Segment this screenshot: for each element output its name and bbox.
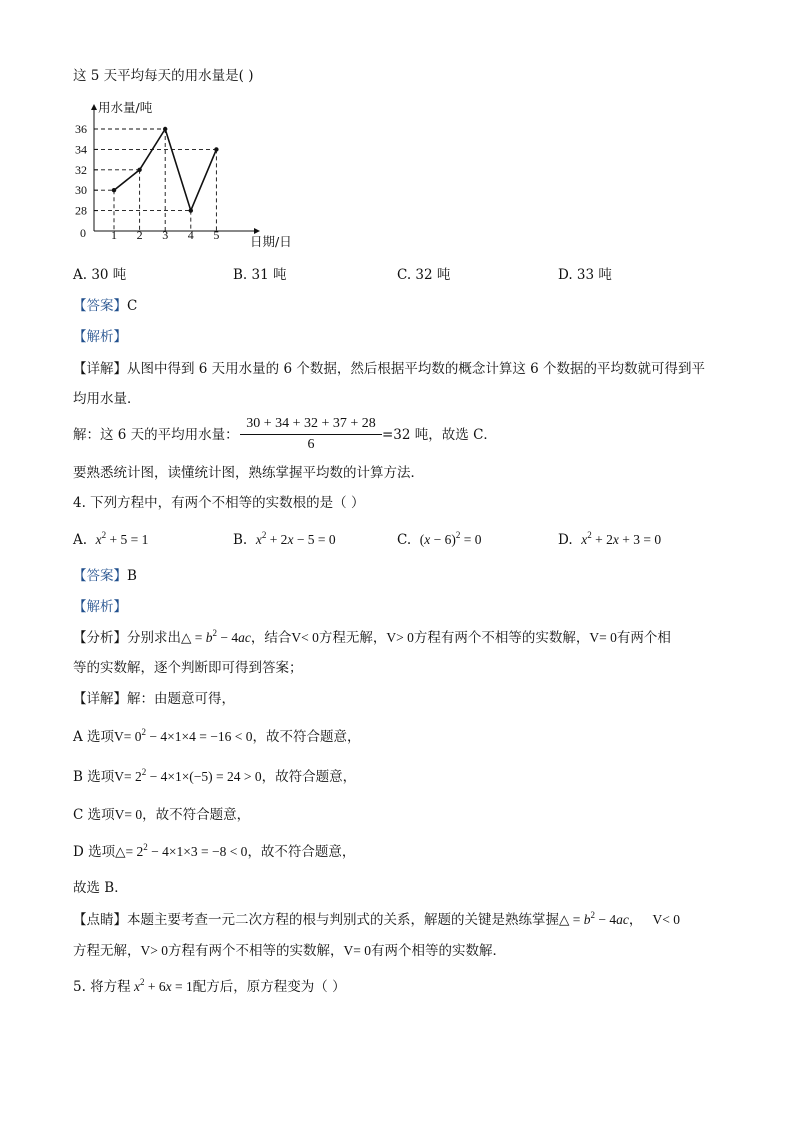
y-axis-label: 用水量/吨: [98, 100, 153, 115]
data-point: [137, 168, 141, 172]
q3-solution-prefix: 解：这 6 天的平均用水量：: [73, 427, 239, 443]
dianjing-tag: 【点睛】: [73, 912, 127, 928]
check-prefix: C 选项: [73, 807, 115, 823]
discriminant-formula: △ = $b^2 - 4ac$: [181, 628, 251, 645]
q4-check-a: [73, 728, 360, 746]
x-tick-label: 5: [213, 228, 220, 242]
q3-option-c: C. 32 吨: [397, 267, 451, 283]
y-tick-label: 30: [75, 183, 87, 198]
origin-label: 0: [80, 226, 86, 240]
check-suffix: ，故不符合题意，: [252, 729, 361, 745]
dianjing-text: 本题主要考查一元二次方程的根与判别式的关系，解题的关键是熟练掌握: [127, 912, 559, 928]
detail-text: 解：由题意可得，: [127, 691, 235, 707]
data-point: [189, 208, 193, 212]
q4-stem: 4. 下列方程中，有两个不相等的实数根的是（ ）: [73, 495, 365, 511]
dianjing-text: 方程有两个不相等的实数解，: [168, 943, 344, 959]
q5-equation: $x^2 + 6x = 1$: [130, 977, 193, 994]
q4-analysis-tag: 【解析】: [73, 599, 127, 615]
option-b-label: B.: [233, 532, 248, 548]
q4-conclusion: 故选 B．: [73, 880, 128, 896]
fenxi-text: 方程有两个不相等的实数解，: [413, 630, 590, 646]
cond-zero: V= 0: [343, 943, 371, 958]
option-a-label: A.: [73, 532, 88, 548]
check-suffix: ，故不符合题意，: [247, 844, 356, 860]
water-usage-line-chart: [70, 96, 310, 256]
q4-dianjing-line1: 【点睛】本题主要考查一元二次方程的根与判别式的关系，解题的关键是熟练掌握△ = $b^2 - 4ac$， V< 0: [73, 910, 680, 928]
y-tick-label: 28: [75, 203, 87, 218]
check-prefix: A 选项: [73, 729, 115, 745]
q3-detail-line1: [73, 360, 705, 378]
data-point: [214, 147, 218, 151]
y-tick-label: 34: [75, 142, 87, 157]
answer-value: C: [127, 298, 138, 314]
detail-tag: 【详解】: [73, 361, 127, 377]
cond-zero: V= 0: [589, 630, 617, 645]
check-c-formula: V= 0: [114, 807, 143, 822]
x-axis-label: 日期/日: [250, 234, 292, 249]
discriminant-formula: △ = $b^2 - 4ac$: [559, 910, 629, 927]
y-tick-label: 32: [75, 162, 87, 177]
q4-option-c: [397, 531, 481, 549]
cond-positive: V> 0: [140, 943, 168, 958]
fenxi-text: 有两个相: [616, 630, 671, 646]
q4-fenxi-line1: [73, 629, 671, 647]
x-tick-label: 2: [136, 228, 143, 242]
q3-solution-suffix: =32 吨，故选 C．: [382, 427, 497, 443]
answer-tag: 【答案】: [73, 568, 127, 584]
option-d-label: D.: [558, 532, 573, 548]
y-tick-label: 36: [75, 122, 87, 136]
x-tick-label: 3: [162, 228, 169, 242]
detail-tag: 【详解】: [73, 691, 127, 707]
check-b-formula: $V= 2^2 - 4\times 1\times(-5) = 24 > 0$: [114, 767, 262, 784]
dianjing-text: 有两个相等的实数解．: [371, 943, 506, 959]
q3-detail-line2: 均用水量．: [73, 391, 141, 407]
option-c-label: C.: [397, 532, 412, 548]
q4-fenxi-line2: 等的实数解，逐个判断即可得到答案；: [73, 660, 303, 676]
q4-check-b: [73, 768, 356, 786]
x-tick-label: 1: [111, 228, 117, 242]
answer-value: B: [127, 568, 137, 584]
check-suffix: ，故不符合题意，: [142, 807, 251, 823]
fenxi-text: 分别求出: [127, 630, 181, 646]
q3-option-a: A. 30 吨: [73, 267, 127, 283]
check-prefix: B 选项: [73, 769, 115, 785]
detail-text: 从图中得到 6 天用水量的 6 个数据，然后根据平均数的概念计算这 6 个数据的平均数就可得到平: [127, 361, 706, 377]
q5-stem-text: 配方后，原方程变为（ ）: [192, 979, 346, 995]
q4-detail-line: [73, 690, 235, 708]
y-axis-arrow: [91, 104, 97, 110]
fenxi-text: 方程无解，: [318, 630, 387, 646]
fenxi-text: ，结合: [250, 630, 292, 646]
check-d-formula: △= $2^2 - 4\times 1\times 3 = -8 < 0$: [115, 842, 248, 859]
q4-dianjing-line2: [73, 942, 506, 960]
q4-answer-line: [73, 567, 137, 585]
q3-option-b: B. 31 吨: [233, 267, 287, 283]
fenxi-tag: 【分析】: [73, 630, 127, 646]
cond-negative: V< 0: [291, 630, 319, 645]
x-tick-label: 4: [187, 228, 194, 242]
q4-option-d: [558, 531, 661, 549]
q3-average-fraction: [240, 416, 382, 453]
q5-stem-text: 5. 将方程: [73, 979, 131, 995]
check-prefix: D 选项: [73, 844, 116, 860]
q4-check-d: [73, 843, 355, 861]
q3-option-d: D. 33 吨: [558, 267, 612, 283]
q5-stem: [73, 978, 346, 996]
data-point: [112, 188, 116, 192]
q4-check-c: [73, 806, 250, 824]
q3-note: 要熟悉统计图，读懂统计图，熟练掌握平均数的计算方法．: [73, 465, 424, 481]
option-d-equation: $x^2 + 2x + 3 = 0$: [581, 530, 662, 547]
dianjing-text: 方程无解，: [73, 943, 141, 959]
option-b-equation: $x^2 + 2x - 5 = 0$: [255, 530, 336, 547]
q3-stem: 这 5 天平均每天的用水量是( ): [73, 68, 254, 84]
data-point: [163, 127, 167, 131]
check-a-formula: $V= 0^2 - 4\times 1\times 4 = -16 < 0$: [114, 727, 253, 744]
option-a-equation: $x^2 + 5 = 1$: [95, 530, 149, 547]
q3-answer-line: [73, 297, 137, 315]
cond-positive: V> 0: [386, 630, 414, 645]
q4-option-a: [73, 531, 148, 549]
option-c-equation: $(x - 6)^2 = 0$: [419, 530, 482, 547]
q4-option-b: [233, 531, 336, 549]
answer-tag: 【答案】: [73, 298, 127, 314]
fraction-numerator: 30 + 34 + 32 + 37 + 28: [240, 416, 382, 435]
check-suffix: ，故符合题意，: [261, 769, 357, 785]
q3-analysis-tag: 【解析】: [73, 329, 127, 345]
fraction-denominator: 6: [307, 437, 315, 452]
